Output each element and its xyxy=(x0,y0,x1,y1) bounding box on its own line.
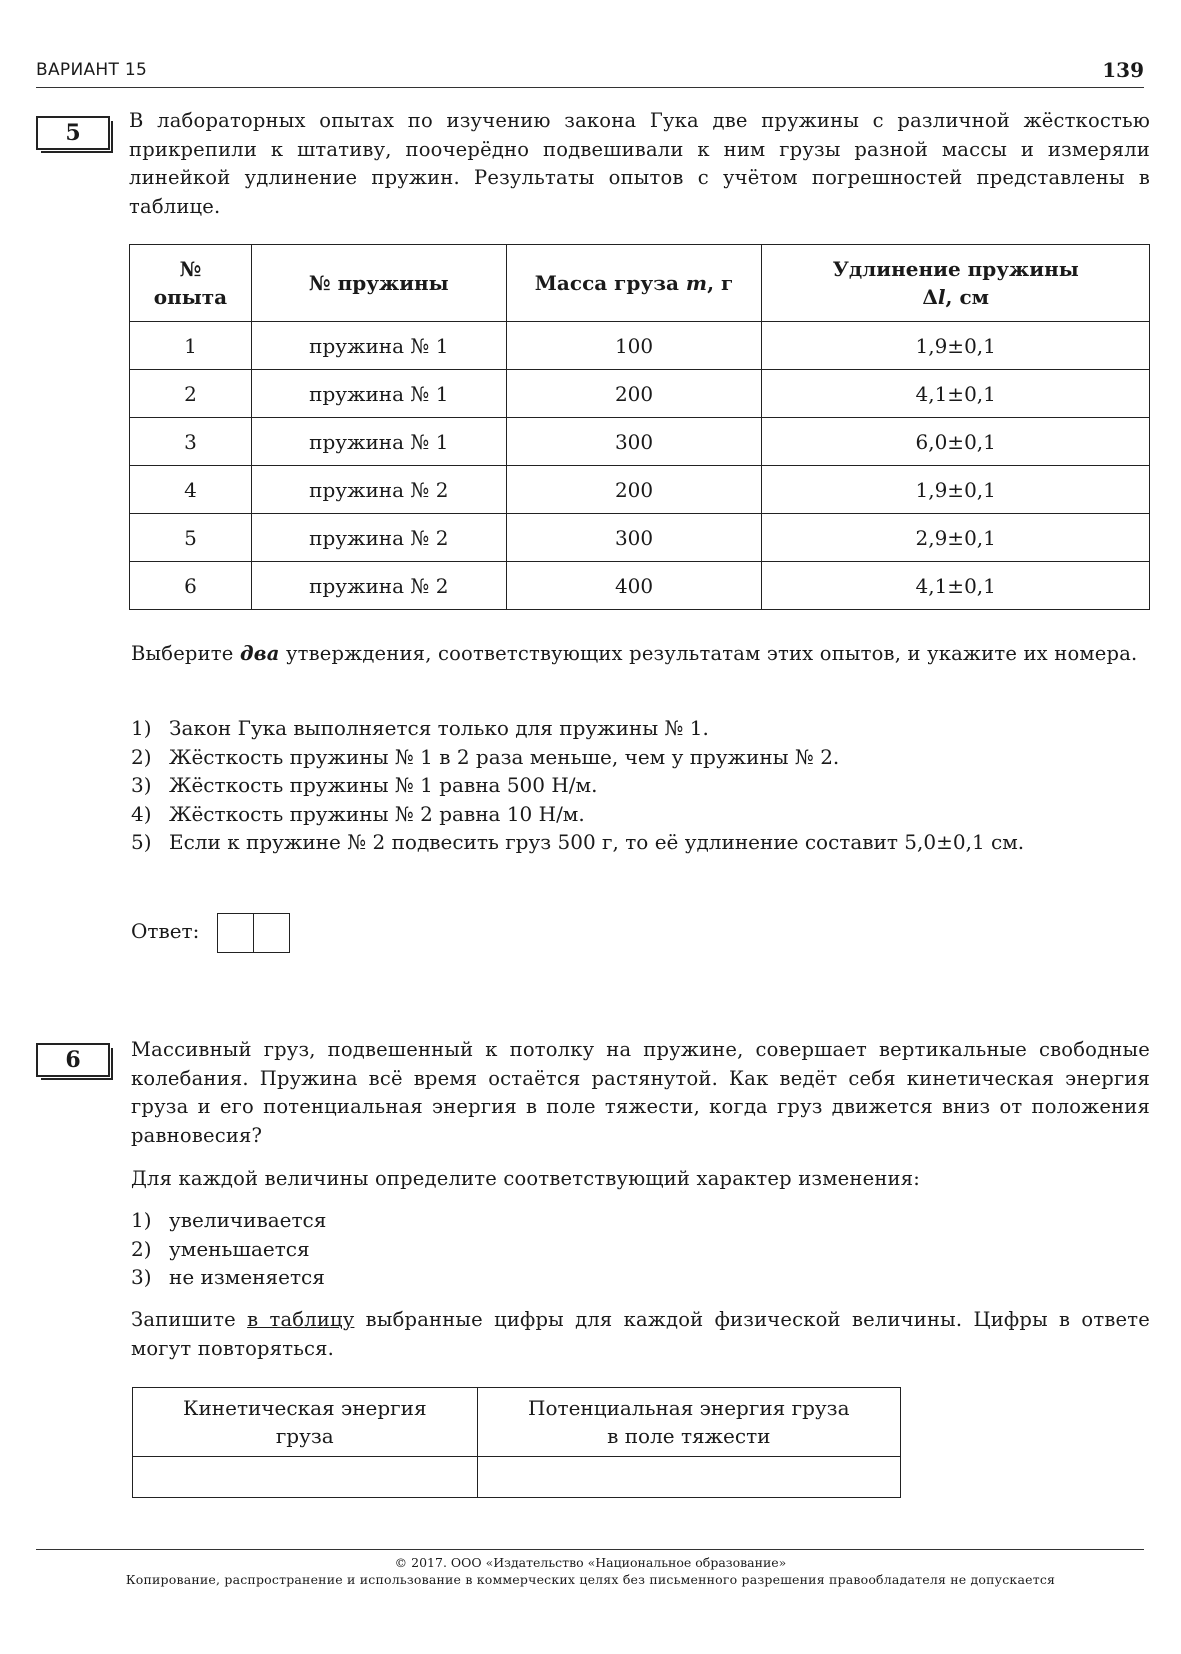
footer-divider xyxy=(36,1549,1144,1550)
option-text: Жёсткость пружины № 2 равна 10 Н/м. xyxy=(169,801,585,826)
cell-mass: 200 xyxy=(506,466,762,514)
cell-mass: 400 xyxy=(506,562,762,610)
list-item xyxy=(131,714,1150,743)
write-emphasis: в таблицу xyxy=(247,1308,355,1331)
task-6-answer-table xyxy=(132,1387,901,1498)
cell-mass: 300 xyxy=(506,514,762,562)
answer-cell-2[interactable] xyxy=(253,913,290,953)
task-5-intro: В лабораторных опытах по изучению закона Гука две пружины с различной жёсткостью прикрепили к штативу, поочерёдно подвешивали к ним грузы разной массы и измеряли линейкой удлинение пружин. Результаты опытов с учётом погрешностей представлены в таблице. xyxy=(129,109,1150,218)
page-number: 139 xyxy=(1102,58,1144,82)
col-header-kinetic xyxy=(133,1388,478,1457)
copyright-notice: Копирование, распространение и использование в коммерческих целях без письменного разрешения правообладателя не допускается xyxy=(125,1572,1056,1587)
cell-spring: пружина № 2 xyxy=(251,514,506,562)
task-6-number-box: 6 xyxy=(36,1043,110,1077)
table-row xyxy=(133,1457,901,1498)
option-number: 3) xyxy=(131,1265,152,1289)
answer-cell-kinetic[interactable] xyxy=(133,1457,478,1498)
option-number: 4) xyxy=(131,801,152,826)
cell-extension: 1,9±0,1 xyxy=(762,466,1150,514)
cell-mass: 300 xyxy=(506,418,762,466)
header-num-line2: опыта xyxy=(153,285,228,309)
option-text: увеличивается xyxy=(169,1208,327,1232)
answer-cell-potential[interactable] xyxy=(477,1457,900,1498)
option-text: Если к пружине № 2 подвесить груз 500 г, то её удлинение составит 5,0±0,1 см. xyxy=(169,830,1025,854)
task-6-write-instruction xyxy=(131,1306,1150,1363)
table-row xyxy=(130,562,1150,610)
answer-boxes[interactable] xyxy=(217,913,288,953)
option-number: 2) xyxy=(131,1236,152,1261)
cell-spring: пружина № 2 xyxy=(251,466,506,514)
cell-extension: 1,9±0,1 xyxy=(762,322,1150,370)
answer-label: Ответ: xyxy=(131,919,200,943)
copyright-line: © 2017. ООО «Издательство «Национальное образование» xyxy=(394,1555,787,1570)
cell-mass: 200 xyxy=(506,370,762,418)
col-header-spring: № пружины xyxy=(251,245,506,322)
option-text: уменьшается xyxy=(169,1236,310,1261)
option-number: 2) xyxy=(131,744,152,769)
task-6-options xyxy=(131,1206,731,1292)
question-text-end: утверждения, соответствующих результатам этих опытов, и укажите их номера. xyxy=(279,642,1138,665)
list-item xyxy=(131,828,1150,857)
col-header-experiment xyxy=(130,245,252,322)
list-item xyxy=(131,1235,731,1264)
list-item xyxy=(131,1206,731,1235)
cell-experiment: 3 xyxy=(130,418,252,466)
col-header-mass: Масса груза m, г xyxy=(506,245,762,322)
task-5-number-box: 5 xyxy=(36,116,110,150)
cell-experiment: 5 xyxy=(130,514,252,562)
cell-spring: пружина № 2 xyxy=(251,562,506,610)
cell-extension: 6,0±0,1 xyxy=(762,418,1150,466)
cell-experiment: 2 xyxy=(130,370,252,418)
table-header-row xyxy=(133,1388,901,1457)
table-row xyxy=(130,322,1150,370)
cell-experiment: 4 xyxy=(130,466,252,514)
header-ext-line1: Удлинение пружины xyxy=(832,257,1079,281)
cell-spring: пружина № 1 xyxy=(251,418,506,466)
cell-extension: 4,1±0,1 xyxy=(762,370,1150,418)
header-line: Потенциальная энергия груза xyxy=(528,1396,850,1420)
list-item xyxy=(131,1263,731,1292)
header-line: в поле тяжести xyxy=(607,1424,771,1448)
cell-extension: 4,1±0,1 xyxy=(762,562,1150,610)
page-header xyxy=(36,58,1144,88)
header-num-line1: № xyxy=(179,257,202,281)
list-item xyxy=(131,743,1150,772)
cell-experiment: 1 xyxy=(130,322,252,370)
option-number: 1) xyxy=(131,716,152,740)
header-line: груза xyxy=(275,1424,334,1448)
write-text-start: Запишите xyxy=(131,1308,248,1331)
answer-cell-1[interactable] xyxy=(217,913,254,953)
col-header-extension: Удлинение пружины Δl, см xyxy=(762,245,1150,322)
option-text: Закон Гука выполняется только для пружины № 1. xyxy=(169,716,709,740)
task-6-intro: Массивный груз, подвешенный к потолку на пружине, совершает вертикальные свободные колебания. Пружина всё время остаётся растянутой. Как ведёт себя кинетическая энергия груза и его потенциальная энергия в поле тяжести, когда груз движется вниз от положения равновесия? xyxy=(131,1038,1150,1147)
table-row xyxy=(130,466,1150,514)
write-text-end: выбранные цифры для каждой физической величины. Цифры в ответе могут повторяться. xyxy=(131,1308,1151,1360)
header-divider xyxy=(36,87,1144,88)
option-text: Жёсткость пружины № 1 в 2 раза меньше, чем у пружины № 2. xyxy=(169,744,840,769)
col-header-potential xyxy=(477,1388,900,1457)
task-6-instruction: Для каждой величины определите соответствующий характер изменения: xyxy=(131,1167,920,1190)
option-number: 5) xyxy=(131,830,152,854)
list-item xyxy=(131,771,1150,800)
table-row xyxy=(130,370,1150,418)
question-text-start: Выберите xyxy=(131,642,240,665)
option-number: 1) xyxy=(131,1208,152,1232)
task-5-results-table xyxy=(129,244,1150,610)
cell-spring: пружина № 1 xyxy=(251,370,506,418)
option-number: 3) xyxy=(131,773,152,797)
table-row xyxy=(130,514,1150,562)
cell-mass: 100 xyxy=(506,322,762,370)
cell-experiment: 6 xyxy=(130,562,252,610)
cell-spring: пружина № 1 xyxy=(251,322,506,370)
table-header-row xyxy=(130,245,1150,322)
question-emphasis: два xyxy=(239,642,280,665)
option-text: Жёсткость пружины № 1 равна 500 Н/м. xyxy=(169,773,598,797)
option-text: не изменяется xyxy=(169,1265,325,1289)
task-5-options xyxy=(131,714,1150,857)
task-5-question xyxy=(131,640,1150,669)
cell-extension: 2,9±0,1 xyxy=(762,514,1150,562)
variant-label: ВАРИАНТ 15 xyxy=(36,60,148,80)
table-row xyxy=(130,418,1150,466)
header-line: Кинетическая энергия xyxy=(182,1396,427,1420)
list-item xyxy=(131,800,1150,829)
